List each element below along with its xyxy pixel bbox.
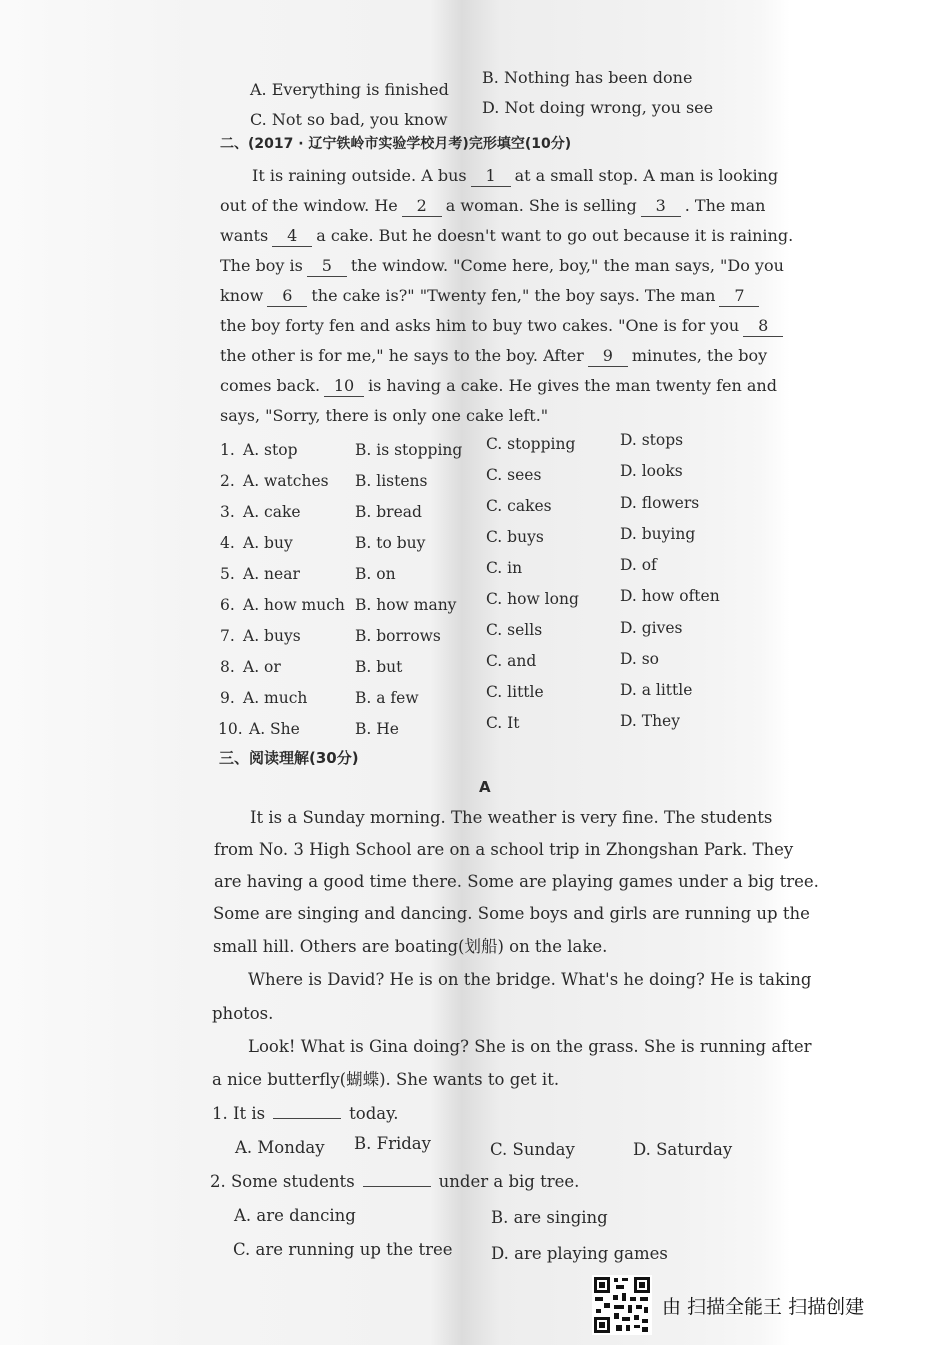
reading-q1-option-d: D. Saturday (633, 1140, 733, 1159)
q3-num: 3. (220, 503, 235, 521)
reading-line-4: Some are singing and dancing. Some boys and girls are running up the (213, 904, 810, 923)
passage-line-6: the boy forty fen and asks him to buy two cakes. "One is for you 8 (220, 316, 787, 337)
q1-option-d: D. stops (620, 431, 684, 449)
q6-option-b: B. how many (355, 596, 457, 614)
q4-num: 4. (220, 534, 235, 552)
q9-option-c: C. little (486, 683, 544, 701)
q7-option-a: A. buys (243, 627, 301, 645)
reading-line-3: are having a good time there. Some are playing games under a big tree. (214, 872, 819, 891)
q4-option-b: B. to buy (355, 534, 426, 552)
reading-q2-option-a: A. are dancing (234, 1206, 356, 1225)
q5-option-c: C. in (486, 559, 523, 577)
section3-part-letter: A (479, 778, 491, 796)
q1-option-b: B. is stopping (355, 441, 463, 459)
q5-option-b: B. on (355, 565, 396, 583)
reading-q2-option-b: B. are singing (491, 1208, 608, 1227)
section3-heading: 三、阅读理解(30分) (219, 749, 359, 767)
reading-q1-option-b: B. Friday (354, 1134, 431, 1153)
reading-q2-stem: 2. Some students under a big tree. (210, 1172, 580, 1191)
q2-num: 2. (220, 472, 235, 490)
passage-line-1: It is raining outside. A bus 1 at a small stop. A man is looking (252, 166, 779, 185)
reading-line-5: small hill. Others are boating(划船) on the lake. (213, 937, 608, 956)
q5-option-d: D. of (620, 556, 657, 574)
passage-line-4: The boy is 5 the window. "Come here, boy," the man says, "Do you (220, 256, 784, 275)
q6-option-a: A. how much (243, 596, 345, 614)
q4-option-c: C. buys (486, 528, 544, 546)
passage-line-9: says, "Sorry, there is only one cake left." (220, 406, 549, 425)
section2-heading: 二、(2017 · 辽宁铁岭市实验学校月考)完形填空(10分) (220, 136, 572, 152)
q4-option-d: D. buying (620, 525, 696, 543)
q8-option-d: D. so (620, 650, 660, 668)
q10-option-a: A. She (249, 720, 300, 738)
q4-option-a: A. buy (243, 534, 293, 552)
q5-num: 5. (220, 565, 235, 583)
passage-line-8: comes back. 10 is having a cake. He gives the man twenty fen and (220, 376, 777, 395)
passage-line-5: know 6 the cake is?" "Twenty fen," the boy says. The man 7 (220, 286, 763, 307)
q2-option-b: B. listens (355, 472, 428, 490)
top-option-c: C. Not so bad, you know (250, 110, 448, 129)
reading-line-1: It is a Sunday morning. The weather is very fine. The students (250, 808, 773, 827)
q1-num: 1. (220, 441, 235, 459)
passage-line-3: wants 4 a cake. But he doesn't want to go out because it is raining. (220, 226, 794, 245)
q2-option-d: D. looks (620, 462, 683, 480)
top-option-a: A. Everything is finished (250, 80, 449, 99)
reading-q1-option-c: C. Sunday (490, 1140, 575, 1159)
q3-option-a: A. cake (243, 503, 301, 521)
passage-line-7: the other is for me," he says to the boy. After 9 minutes, the boy (220, 346, 768, 365)
q1-option-c: C. stopping (486, 435, 576, 453)
passage-line-2: out of the window. He 2 a woman. She is selling 3 . The man (220, 196, 766, 215)
q3-option-c: C. cakes (486, 497, 552, 515)
q6-option-d: D. how often (620, 587, 720, 605)
q8-option-b: B. but (355, 658, 403, 676)
q9-option-b: B. a few (355, 689, 419, 707)
reading-q2-option-d: D. are playing games (491, 1244, 668, 1263)
q3-option-b: B. bread (355, 503, 422, 521)
q9-option-a: A. much (243, 689, 308, 707)
q10-option-c: C. It (486, 714, 520, 732)
top-option-b: B. Nothing has been done (482, 68, 693, 87)
reading-line-7: photos. (212, 1004, 274, 1023)
q10-num: 10. (218, 720, 243, 738)
q1-option-a: A. stop (243, 441, 298, 459)
reading-line-8: Look! What is Gina doing? She is on the grass. She is running after (248, 1037, 812, 1056)
q7-option-c: C. sells (486, 621, 543, 639)
q2-option-a: A. watches (243, 472, 329, 490)
q6-num: 6. (220, 596, 235, 614)
reading-line-9: a nice butterfly(蝴蝶). She wants to get it. (212, 1070, 560, 1089)
q3-option-d: D. flowers (620, 494, 700, 512)
q8-option-a: A. or (243, 658, 281, 676)
q6-option-c: C. how long (486, 590, 579, 608)
top-option-d: D. Not doing wrong, you see (482, 98, 714, 117)
q7-num: 7. (220, 627, 235, 645)
reading-q2-option-c: C. are running up the tree (233, 1240, 453, 1259)
reading-q1-option-a: A. Monday (235, 1138, 325, 1157)
q2-option-c: C. sees (486, 466, 542, 484)
q10-option-d: D. They (620, 712, 680, 730)
reading-line-6: Where is David? He is on the bridge. What's he doing? He is taking (248, 970, 812, 989)
q8-option-c: C. and (486, 652, 537, 670)
q7-option-b: B. borrows (355, 627, 441, 645)
q5-option-a: A. near (243, 565, 300, 583)
scanner-watermark-text: 由 扫描全能王 扫描创建 (662, 1295, 865, 1318)
reading-q1-stem: 1. It is today. (212, 1104, 399, 1123)
qr-code-icon (592, 1275, 652, 1335)
scanner-watermark (592, 1275, 932, 1335)
q7-option-d: D. gives (620, 619, 683, 637)
q10-option-b: B. He (355, 720, 399, 738)
q8-num: 8. (220, 658, 235, 676)
q9-option-d: D. a little (620, 681, 693, 699)
reading-line-2: from No. 3 High School are on a school trip in Zhongshan Park. They (214, 840, 794, 859)
q9-num: 9. (220, 689, 235, 707)
